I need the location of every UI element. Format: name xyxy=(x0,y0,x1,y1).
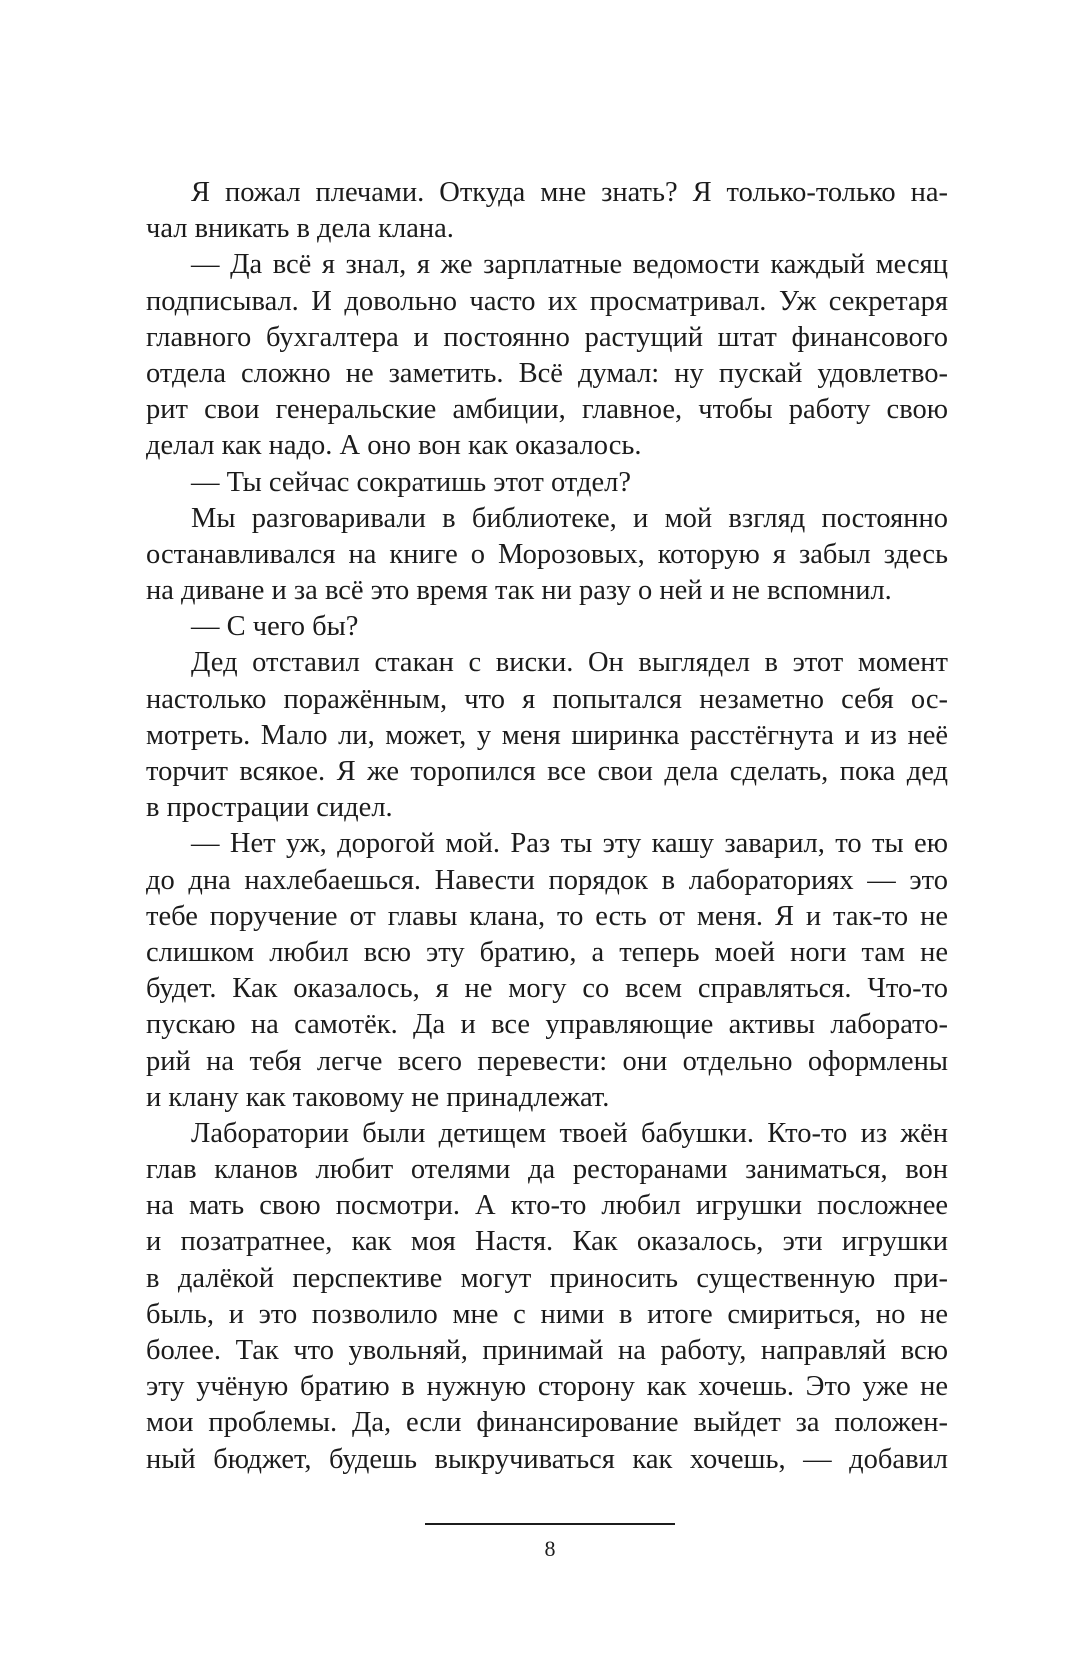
text-line: глав кланов любит отелями да ресторанами заниматься, вон xyxy=(146,1154,948,1186)
text-line: и клану как таковому не принадлежат. xyxy=(146,1081,610,1113)
text-line: более. Так что увольняй, принимай на работу, направляй всю xyxy=(146,1335,948,1366)
text-line: в прострации сидел. xyxy=(146,792,393,824)
text-line: — Нет уж, дорогой мой. Раз ты эту кашу заварил, то ты ею xyxy=(191,828,948,860)
body-text xyxy=(146,175,948,1478)
footer-divider xyxy=(425,1523,675,1525)
text-line: главного бухгалтера и постоянно растущий штат финансового xyxy=(146,321,948,353)
text-line: пускаю на самотёк. Да и все управляющие активы лаборато- xyxy=(146,1009,948,1041)
text-line: мотреть. Мало ли, может, у меня ширинка расстёгнута и из неё xyxy=(146,719,948,751)
text-line: настолько поражённым, что я попытался незаметно себя ос- xyxy=(146,683,948,715)
text-line: мои проблемы. Да, если финансирование выйдет за положен- xyxy=(146,1407,948,1439)
text-line: быль, и это позволило мне с ними в итоге смириться, но не xyxy=(146,1298,948,1330)
text-line: рий на тебя легче всего перевести: они отдельно оформлены xyxy=(146,1045,948,1077)
text-line: тебе поручение от главы клана, то есть от меня. Я и так-то не xyxy=(146,900,948,932)
text-line: Дед отставил стакан с виски. Он выглядел в этот момент xyxy=(191,647,948,679)
text-line: подписывал. И довольно часто их просматривал. Уж секретаря xyxy=(146,285,948,317)
text-line: слишком любил всю эту братию, а теперь моей ноги там не xyxy=(146,936,948,968)
text-line: будет. Как оказалось, я не могу со всем справляться. Что-то xyxy=(146,973,948,1005)
text-line: Я пожал плечами. Откуда мне знать? Я только-только на- xyxy=(191,177,948,208)
text-line: эту учёную братию в нужную сторону как хочешь. Это уже не xyxy=(146,1371,948,1403)
text-line: отдела сложно не заметить. Всё думал: ну пускай удовлетво- xyxy=(146,357,948,389)
text-line: делал как надо. А оно вон как оказалось. xyxy=(146,430,642,462)
text-line: на мать свою посмотри. А кто-то любил игрушки посложнее xyxy=(146,1190,948,1222)
page-number: 8 xyxy=(544,1536,556,1561)
text-line: до дна нахлебаешься. Навести порядок в лабораториях — это xyxy=(146,864,948,896)
text-line: ный бюджет, будешь выкручиваться как хочешь, — добавил xyxy=(146,1443,948,1475)
text-line: Лаборатории были детищем твоей бабушки. Кто-то из жён xyxy=(191,1117,948,1149)
text-line: на диване и за всё это время так ни разу о ней и не вспомнил. xyxy=(146,575,892,607)
text-line: останавливался на книге о Морозовых, которую я забыл здесь xyxy=(146,538,948,570)
text-line: чал вникать в дела клана. xyxy=(146,213,454,245)
text-line: торчит всякое. Я же торопился все свои дела сделать, пока дед xyxy=(146,756,948,787)
text-line: — Да всё я знал, я же зарплатные ведомости каждый месяц xyxy=(191,249,948,281)
text-line: и позатратнее, как моя Настя. Как оказалось, эти игрушки xyxy=(146,1226,948,1258)
text-line: Мы разговаривали в библиотеке, и мой взгляд постоянно xyxy=(191,502,948,534)
text-line: рит свои генеральские амбиции, главное, чтобы работу свою xyxy=(146,394,948,426)
text-line: — С чего бы? xyxy=(191,611,359,643)
text-line: в далёкой перспективе могут приносить существенную при- xyxy=(146,1262,948,1294)
text-line: — Ты сейчас сократишь этот отдел? xyxy=(191,466,631,498)
